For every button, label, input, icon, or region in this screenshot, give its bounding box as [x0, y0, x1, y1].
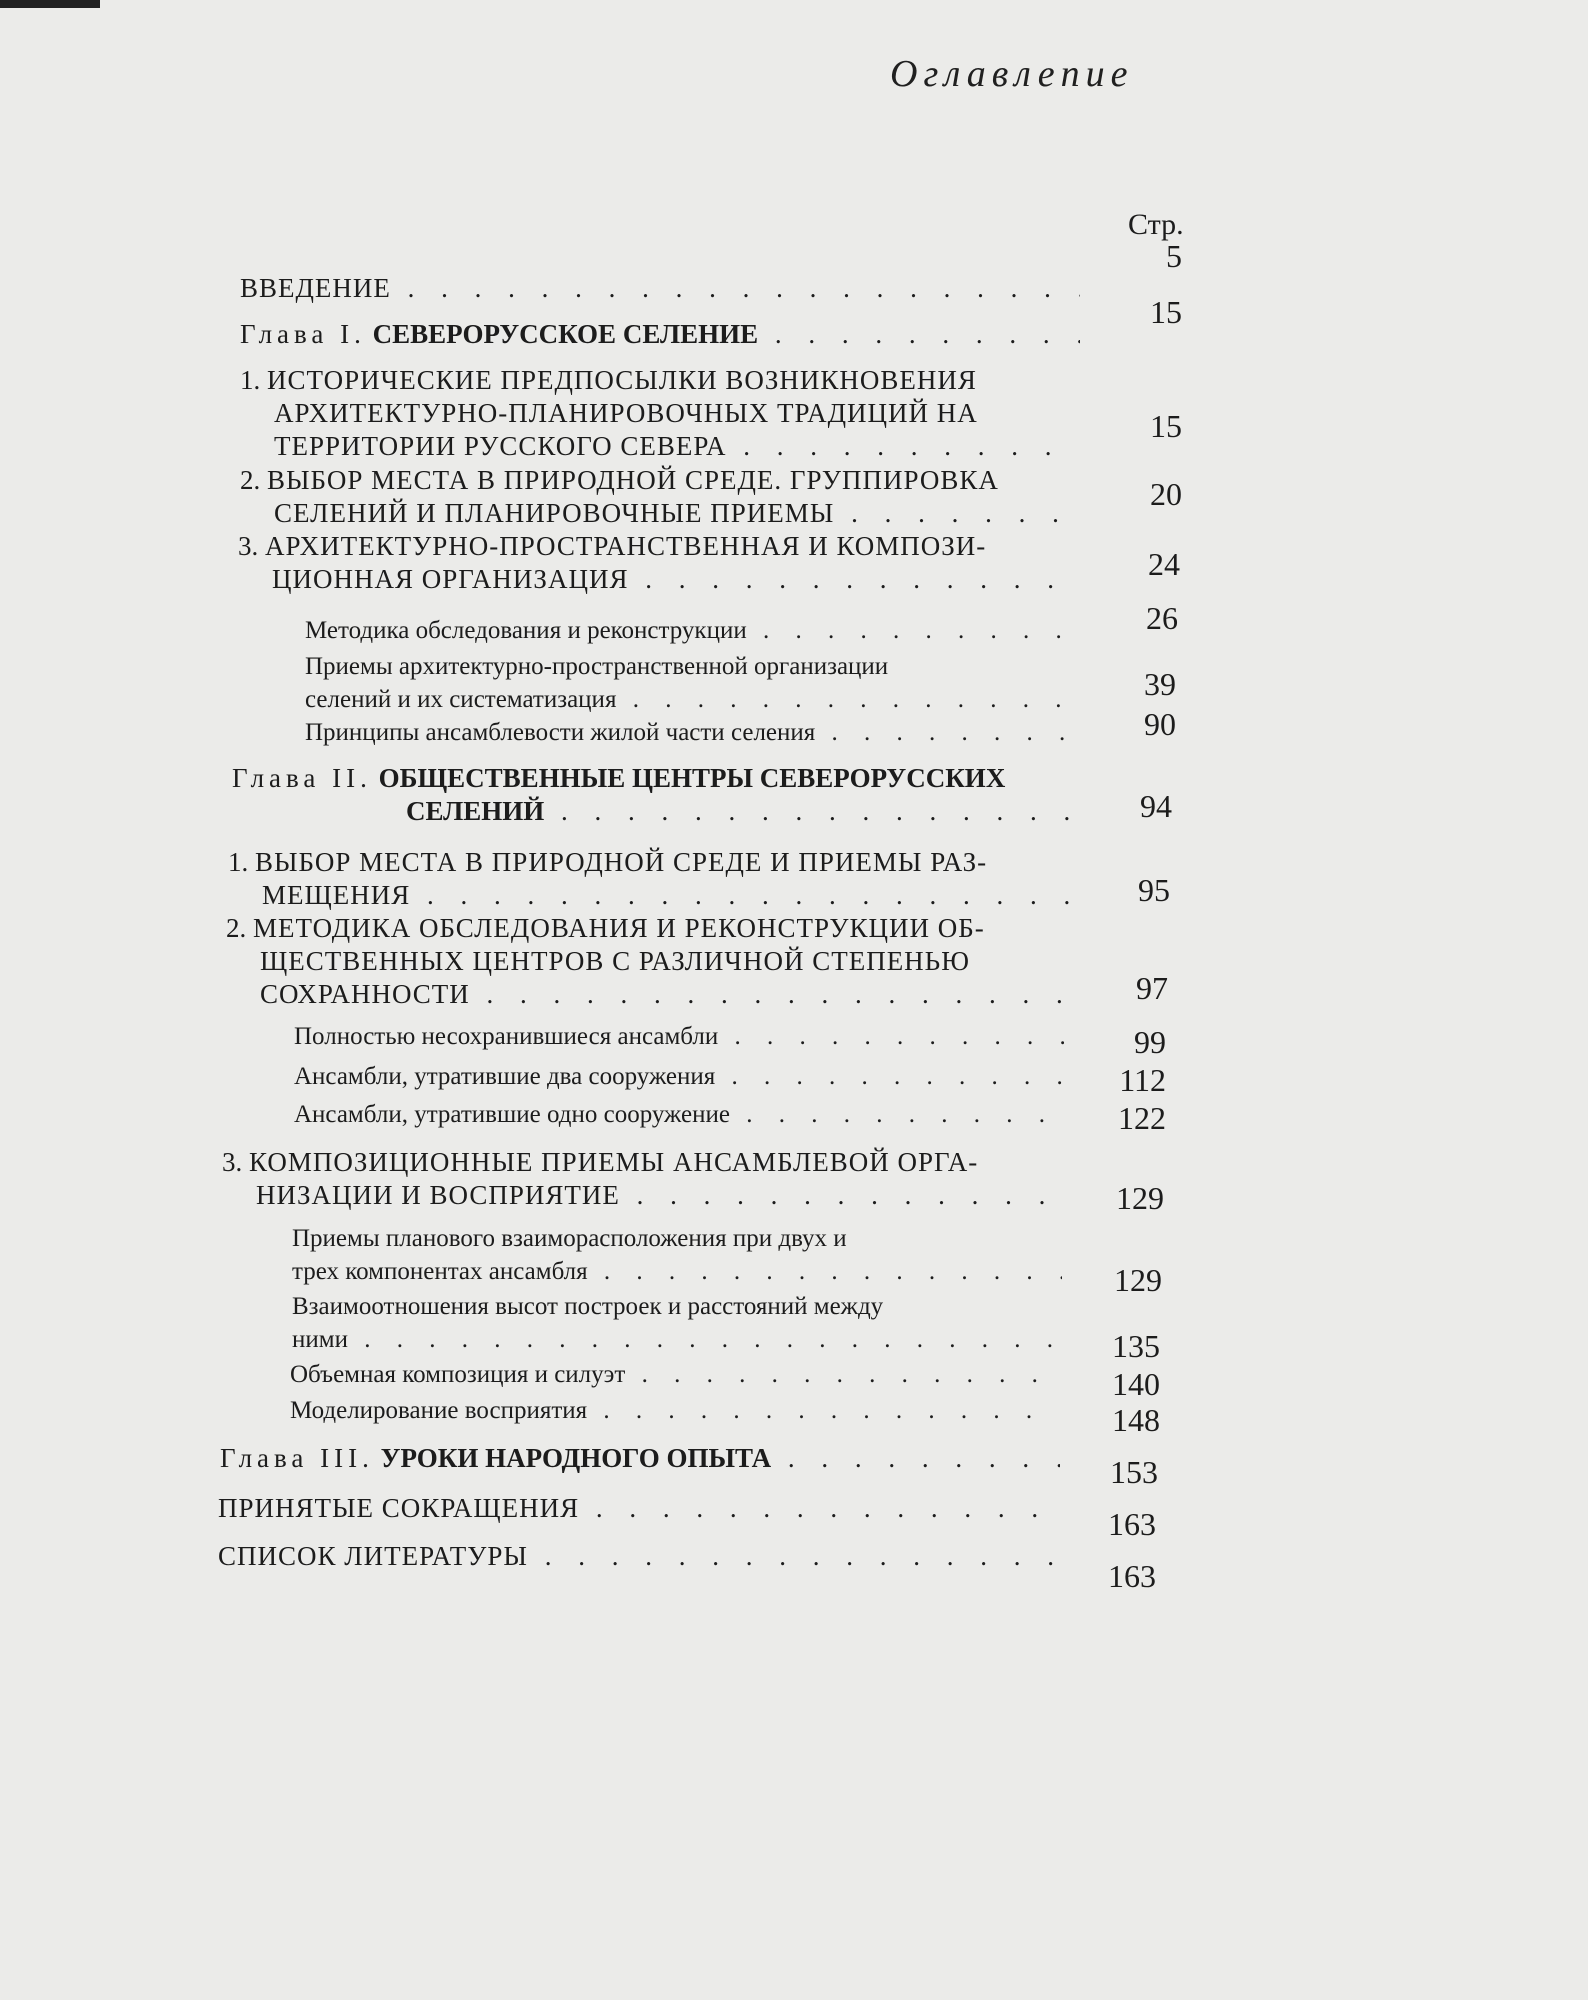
- toc-entry-text: НИЗАЦИИ И ВОСПРИЯТИЕ . . .: [256, 1180, 1064, 1210]
- toc-section-number: 2.: [240, 465, 261, 495]
- toc-entry-text: УРОКИ НАРОДНОГО ОПЫТА . . .: [381, 1443, 1060, 1473]
- toc-page-number: 94: [1140, 788, 1172, 824]
- toc-entry-text: ТЕРРИТОРИИ РУССКОГО СЕВЕРА . . .: [274, 431, 1080, 461]
- toc-page-number: 163: [1108, 1558, 1156, 1594]
- toc-section: [228, 846, 1070, 912]
- toc-entry-text: Взаимоотношения высот построек и расстояний между: [292, 1293, 884, 1320]
- toc-page-number: 99: [1134, 1024, 1166, 1060]
- toc-page-number: 24: [1148, 546, 1180, 582]
- toc-subsection: [292, 1222, 1062, 1288]
- toc-entry-text: МЕЩЕНИЯ . . .: [262, 880, 1070, 910]
- toc-entry-text: селений и их систематизация . . .: [305, 686, 1078, 713]
- toc-chapter-prefix: Глава II.: [232, 763, 372, 793]
- toc-entry-text: Моделирование восприятия . . .: [290, 1397, 1060, 1424]
- toc-chapter-prefix: Глава I.: [240, 319, 366, 349]
- toc-page-number: 135: [1112, 1328, 1160, 1364]
- toc-entry-text: МЕТОДИКА ОБСЛЕДОВАНИЯ И РЕКОНСТРУКЦИИ ОБ-: [253, 913, 985, 943]
- toc-section: [222, 1146, 1064, 1212]
- toc-entry-text: ВВЕДЕНИЕ . . .: [240, 273, 1080, 303]
- toc-chapter: [232, 762, 1072, 828]
- toc-page-number: 153: [1110, 1454, 1158, 1490]
- toc-section-number: 3.: [238, 531, 259, 561]
- toc-section: [240, 464, 1080, 530]
- toc-entry-text: ЦИОННАЯ ОРГАНИЗАЦИЯ . . .: [272, 564, 1080, 594]
- toc-subsection: [290, 1358, 1060, 1391]
- toc-entry-text: Ансамбли, утратившие два сооружения . . .: [294, 1063, 1064, 1090]
- toc-section: [226, 912, 1068, 1011]
- toc-chapter: [240, 318, 1080, 351]
- toc-subsection: [294, 1098, 1064, 1131]
- toc-page-number: 20: [1150, 476, 1182, 512]
- toc-entry-text: СЕЛЕНИЙ И ПЛАНИРОВОЧНЫЕ ПРИЕМЫ . . .: [274, 498, 1080, 528]
- toc-page-number: 26: [1146, 600, 1178, 636]
- toc-entry-text: ИСТОРИЧЕСКИЕ ПРЕДПОСЫЛКИ ВОЗНИКНОВЕНИЯ: [267, 365, 977, 395]
- toc-chapter-prefix: Глава III.: [220, 1443, 374, 1473]
- toc-entry-text: СПИСОК ЛИТЕРАТУРЫ . . .: [218, 1541, 1060, 1571]
- toc-entry-text: СЕЛЕНИЙ . . .: [406, 796, 1072, 826]
- toc-page-number: 39: [1144, 666, 1176, 702]
- toc-subsection: [294, 1060, 1064, 1093]
- toc-entry-text: ЩЕСТВЕННЫХ ЦЕНТРОВ С РАЗЛИЧНОЙ СТЕПЕНЬЮ: [260, 946, 970, 976]
- toc-entry-text: Ансамбли, утратившие одно сооружение . . .: [294, 1101, 1064, 1128]
- toc-entry-text: Приемы планового взаиморасположения при двух и: [292, 1225, 847, 1252]
- toc-entry-text: трех компонентах ансамбля . . .: [292, 1258, 1062, 1285]
- toc-subsection: [290, 1394, 1060, 1427]
- toc-chapter: [220, 1442, 1060, 1475]
- toc-entry-text: Принципы ансамблевости жилой части селения . . .: [305, 719, 1078, 746]
- toc-section-number: 1.: [240, 365, 261, 395]
- toc-entry-text: Полностью несохранившиеся ансамбли . . .: [294, 1023, 1064, 1050]
- toc-entry-text: Приемы архитектурно-пространственной организации: [305, 653, 889, 680]
- toc-section-number: 1.: [228, 847, 249, 877]
- toc-entry-text: СОХРАННОСТИ . . .: [260, 979, 1068, 1009]
- toc-subsection: [294, 1020, 1064, 1053]
- toc-entry-text: Объемная композиция и силуэт . . .: [290, 1361, 1060, 1388]
- toc-page-number: 129: [1114, 1262, 1162, 1298]
- toc-section: [240, 364, 1080, 463]
- toc-page-number: 90: [1144, 706, 1176, 742]
- toc-entry-text: ними . . .: [292, 1326, 1062, 1353]
- toc-page-number: 5: [1166, 238, 1182, 274]
- page-title: Оглавлепие: [890, 53, 1134, 95]
- toc-entry: [218, 1540, 1060, 1573]
- toc-section: [238, 530, 1080, 596]
- toc-entry-text: ВЫБОР МЕСТА В ПРИРОДНОЙ СРЕДЕ И ПРИЕМЫ РАЗ-: [255, 847, 988, 877]
- toc-section-number: 2.: [226, 913, 247, 943]
- toc-entry: [240, 272, 1080, 305]
- toc-subsection: [305, 716, 1078, 749]
- toc-page-number: 15: [1150, 408, 1182, 444]
- toc-entry-text: ПРИНЯТЫЕ СОКРАЩЕНИЯ . . .: [218, 1493, 1060, 1523]
- toc-entry-text: АРХИТЕКТУРНО-ПРОСТРАНСТВЕННАЯ И КОМПОЗИ-: [265, 531, 987, 561]
- toc-entry: [218, 1492, 1060, 1525]
- toc-page-number: 140: [1112, 1366, 1160, 1402]
- toc-subsection: [305, 650, 1078, 716]
- toc-subsection: [305, 614, 1078, 647]
- toc-entry-text: КОМПОЗИЦИОННЫЕ ПРИЕМЫ АНСАМБЛЕВОЙ ОРГА-: [249, 1147, 979, 1177]
- toc-page-number: 148: [1112, 1402, 1160, 1438]
- toc-entry-text: СЕВЕРОРУССКОЕ СЕЛЕНИЕ . . .: [373, 319, 1080, 349]
- toc-subsection: [292, 1290, 1062, 1356]
- toc-page-number: 97: [1136, 970, 1168, 1006]
- page-column-label: Стр.: [1128, 208, 1184, 241]
- toc-page-number: 15: [1150, 294, 1182, 330]
- toc-entry-text: ОБЩЕСТВЕННЫЕ ЦЕНТРЫ СЕВЕРОРУССКИХ: [378, 763, 1006, 793]
- toc-entry-text: ВЫБОР МЕСТА В ПРИРОДНОЙ СРЕДЕ. ГРУППИРОВКА: [267, 465, 999, 495]
- toc-page-number: 129: [1116, 1180, 1164, 1216]
- toc-entry-text: АРХИТЕКТУРНО-ПЛАНИРОВОЧНЫХ ТРАДИЦИЙ НА: [274, 398, 978, 428]
- toc-section-number: 3.: [222, 1147, 243, 1177]
- toc-entry-text: Методика обследования и реконструкции . . .: [305, 617, 1078, 644]
- toc-page-number: 163: [1108, 1506, 1156, 1542]
- toc-page-number: 95: [1138, 872, 1170, 908]
- toc-page-number: 112: [1119, 1062, 1166, 1098]
- toc-page-number: 122: [1118, 1100, 1166, 1136]
